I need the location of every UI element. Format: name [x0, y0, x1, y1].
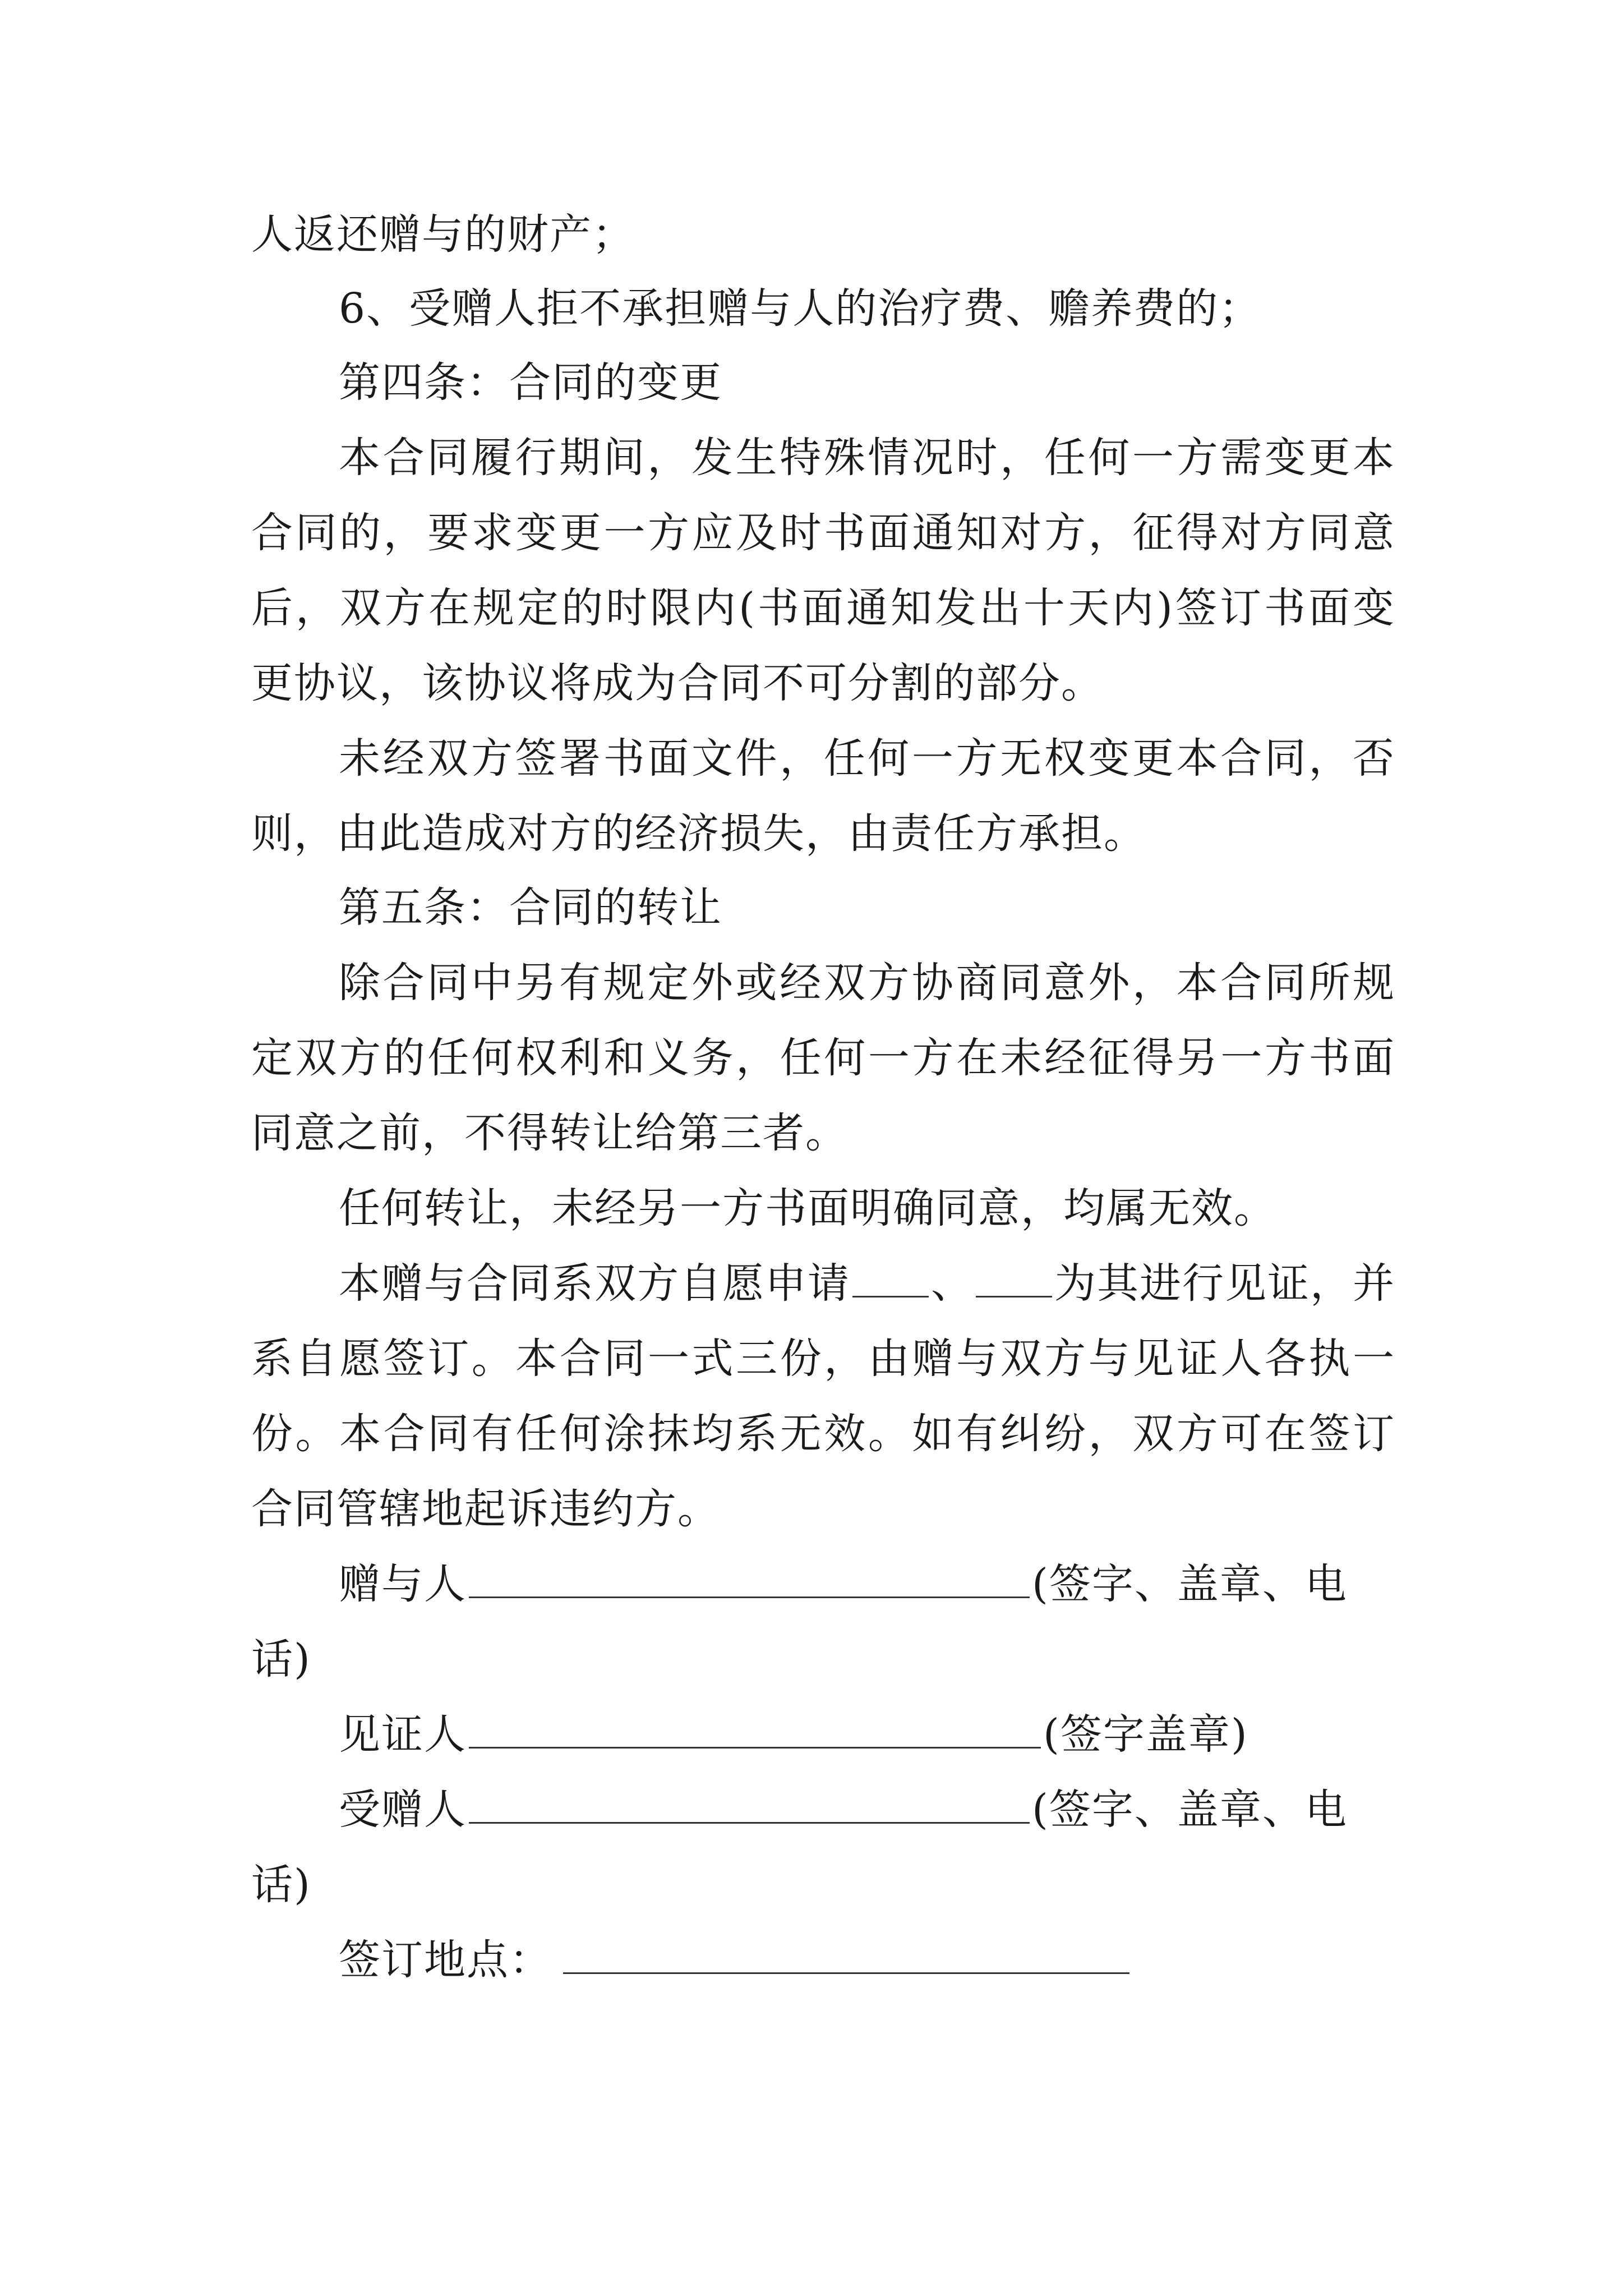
text-line: 定双方的任何权利和义务，任何一方在未经征得另一方书面 [251, 1034, 1395, 1082]
text-line: 同意之前，不得转让给第三者。 [251, 1109, 848, 1157]
text-line: 系自愿签订。本合同一式三份，由赠与双方与见证人各执一 [251, 1335, 1395, 1383]
donor-signature-row [339, 1556, 1395, 1612]
witness-blank-1 [852, 1259, 929, 1297]
text-line: 本合同履行期间，发生特殊情况时，任何一方需变更本 [339, 434, 1395, 482]
signing-place-row [339, 1932, 1395, 1988]
donor-label: 赠与人 [339, 1560, 467, 1608]
text-line: 则，由此造成对方的经济损失，由责任方承担。 [251, 809, 1146, 858]
donee-suffix: (签字、盖章、电 [1032, 1786, 1348, 1834]
witness-signature-row [339, 1706, 1395, 1763]
text-line: 除合同中另有规定外或经双方协商同意外，本合同所规 [339, 959, 1395, 1007]
text-line: 6、受赠人拒不承担赠与人的治疗费、赡养费的； [339, 284, 1262, 333]
witness-signature-blank [469, 1708, 1041, 1749]
donee-suffix-cont: 话) [251, 1861, 311, 1909]
donee-label: 受赠人 [339, 1786, 467, 1834]
text-segment: 为其进行见证，并 [1054, 1259, 1395, 1308]
text-line: 人返还赠与的财产； [251, 210, 635, 259]
section-heading-4: 第四条：合同的变更 [339, 358, 722, 407]
text-line: 合同的，要求变更一方应及时书面通知对方，征得对方同意 [251, 509, 1395, 557]
witness-label: 见证人 [339, 1710, 467, 1759]
signing-place-label: 签订地点： [339, 1936, 552, 1984]
text-segment: 、 [931, 1259, 974, 1308]
donee-signature-blank [469, 1783, 1030, 1824]
text-segment: 本赠与合同系双方自愿申请 [339, 1259, 850, 1308]
section-heading-5: 第五条：合同的转让 [339, 884, 722, 932]
text-line: 合同管辖地起诉违约方。 [251, 1485, 720, 1533]
donee-signature-row [339, 1782, 1395, 1838]
donor-suffix: (签字、盖章、电 [1032, 1560, 1348, 1608]
witness-blank-2 [976, 1259, 1052, 1297]
witness-suffix: (签字盖章) [1043, 1710, 1248, 1759]
witness-paragraph-line1 [339, 1255, 1395, 1312]
text-line: 任何转让，未经另一方书面明确同意，均属无效。 [339, 1184, 1276, 1232]
text-line: 份。本合同有任何涂抹均系无效。如有纠纷，双方可在签订 [251, 1410, 1395, 1458]
text-line: 后，双方在规定的时限内(书面通知发出十天内)签订书面变 [251, 584, 1395, 632]
donor-signature-blank [469, 1557, 1030, 1598]
text-line: 未经双方签署书面文件，任何一方无权变更本合同，否 [339, 734, 1395, 783]
text-line: 更协议，该协议将成为合同不可分割的部分。 [251, 659, 1104, 707]
signing-place-blank [563, 1933, 1129, 1974]
donor-suffix-cont: 话) [251, 1635, 311, 1683]
